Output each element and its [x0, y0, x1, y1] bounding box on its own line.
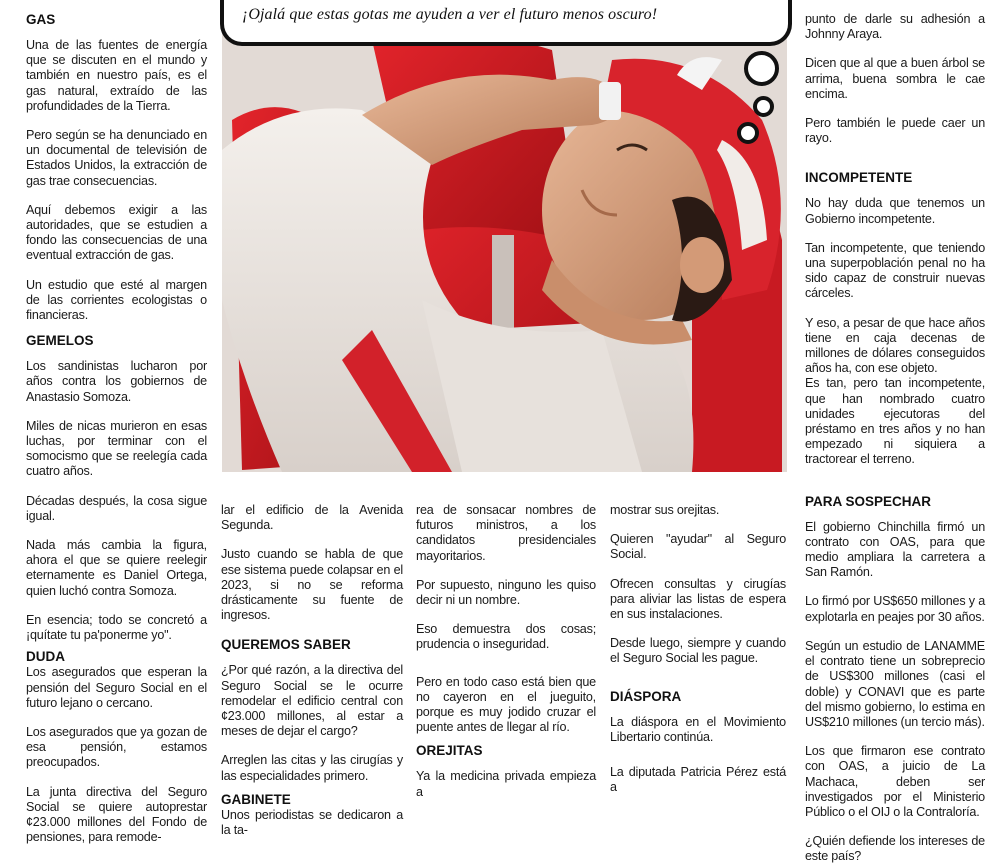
paragraph: Los sandinistas lucharon por años contra los gobiernos de Anastasio Somoza. [26, 359, 207, 404]
paragraph: Pero según se ha denunciado en un documental de televisión de Estados Unidos, la extracción de gas trae consecuencias. [26, 128, 207, 188]
photo-caption: ¡Ojalá que estas gotas me ayuden a ver el futuro menos oscuro! [242, 6, 658, 23]
paragraph: Pero también le puede caer un rayo. [805, 116, 985, 146]
paragraph: Aquí debemos exigir a las autoridades, que se estudien a fondo las consecuencias de una eventual extracción de gas. [26, 202, 207, 263]
paragraph: Décadas después, la cosa sigue igual. [26, 493, 207, 523]
paragraph: El gobierno Chinchilla firmó un contrato con OAS, para que medio ampliara la carretera a San Ramón. [805, 519, 985, 580]
paragraph: La diáspora en el Movimiento Libertario continúa. [610, 714, 786, 744]
paragraph: Por supuesto, ninguno les quiso decir ni un nombre. [416, 577, 596, 608]
paragraph: Ya la medicina privada empieza a [416, 769, 596, 799]
heading-diaspora: DIÁSPORA [610, 688, 682, 704]
paragraph: Según un estudio de LANAMME el contrato tiene un sobreprecio de US$300 millones (casi el doble) y CONAVI que es parte del mismo gobierno, lo estima en US$210 millones (un tercio más). [805, 638, 985, 729]
paragraph: Los asegurados que ya gozan de esa pensión, estamos preocupados. [26, 724, 207, 770]
paragraph: Unos periodistas se dedicaron a la ta- [221, 807, 403, 838]
paragraph: La junta directiva del Seguro Social se quiere autoprestar ¢23.000 millones del Fondo de pensiones, para remode- [26, 784, 207, 845]
paragraph: ¿Quién defiende los intereses de este país? [805, 834, 985, 864]
paragraph: rea de sonsacar nombres de futuros ministros, a los candidatos presidenciales mayoritarios. [416, 503, 596, 563]
heading-gas: GAS [26, 12, 56, 27]
paragraph: Los asegurados que esperan la pensión del Seguro Social en el futuro lejano o cercano. [26, 665, 207, 710]
paragraph: Es tan, pero tan incompetente, que han nombrado cuatro unidades ejecutoras del préstamo en tres años y no han empezado ni siquiera a tractorear el terreno. [805, 376, 985, 467]
paragraph: Miles de nicas murieron en esas luchas, por terminar con el somocismo que se reelegía cada cuatro años. [26, 418, 207, 479]
paragraph: punto de darle su adhesión a Johnny Araya. [805, 12, 985, 42]
paragraph: Quieren "ayudar" al Seguro Social. [610, 532, 786, 562]
paragraph: No hay duda que tenemos un Gobierno incompetente. [805, 196, 985, 226]
column-bottom-2 [416, 503, 596, 800]
paragraph: Dicen que al que a buen árbol se arrima, buena sombra le cae encima. [805, 56, 985, 101]
thought-bubble-dot-small [737, 122, 759, 144]
paragraph: Un estudio que esté al margen de las corrientes ecologistas o financieras. [26, 277, 207, 323]
heading-para-sospechar: PARA SOSPECHAR [805, 493, 932, 509]
paragraph: Tan incompetente, que teniendo una superpoblación penal no ha sido capaz de construir nuevas cárceles. [805, 240, 985, 301]
paragraph: Lo firmó por US$650 millones y a explotarla en peajes por 30 años. [805, 594, 985, 624]
paragraph: Justo cuando se habla de que ese sistema puede colapsar en el 2023, si no se reforma drásticamente su fuente de ingresos. [221, 547, 403, 623]
heading-gemelos: GEMELOS [26, 333, 94, 349]
paragraph: mostrar sus orejitas. [610, 503, 720, 517]
thought-bubble-dot-medium [753, 96, 774, 117]
heading-gabinete: GABINETE [221, 791, 291, 807]
paragraph: Los que firmaron ese contrato con OAS, a juicio de La Machaca, deben ser investigados por el Ministerio Público o el OIJ o la Contraloría. [805, 744, 985, 819]
paragraph: Arreglen las citas y las cirugías y las especialidades primero. [221, 753, 403, 783]
heading-incompetente: INCOMPETENTE [805, 170, 913, 186]
heading-orejitas: OREJITAS [416, 743, 483, 759]
paragraph: Y eso, a pesar de que hace años tiene en caja decenas de millones de dólares conseguidos años ha, con ese objeto. [805, 315, 985, 376]
paragraph: Pero en todo caso está bien que no cayeron en el jueguito, porque es muy jodido cruzar el puente antes de llegar al río. [416, 674, 596, 735]
column-bottom-3 [610, 503, 786, 795]
column-left [26, 10, 207, 845]
driver-eye-drops-photo-icon [222, 0, 787, 472]
paragraph: Ofrecen consultas y cirugías para aliviar las listas de espera en sus instalaciones. [610, 576, 786, 622]
column-right [805, 12, 985, 865]
paragraph: En esencia; todo se concretó a ¡quítate tu pa'ponerme yo". [26, 612, 207, 643]
driver-photo [222, 0, 787, 472]
paragraph: Una de las fuentes de energía que se discuten en el mundo y también en nuestro país, es el gas natural, extraído de las profundidades de la Tierra. [26, 38, 207, 113]
paragraph: Desde luego, siempre y cuando el Seguro Social les pague. [610, 636, 786, 666]
thought-bubble-dot-large [744, 51, 779, 86]
heading-queremos-saber: QUEREMOS SABER [221, 637, 351, 653]
paragraph: La diputada Patricia Pérez está a [610, 765, 786, 795]
paragraph: Nada más cambia la figura, ahora el que se quiere reelegir eternamente es Daniel Ortega, quien luchó contra Somoza. [26, 538, 207, 598]
paragraph: ¿Por qué razón, a la directiva del Seguro Social se le ocurre remodelar el edificio central con ¢23.000 millones, al estar a meses de dejar el cargo? [221, 663, 403, 739]
paragraph: lar el edificio de la Avenida Segunda. [221, 503, 403, 533]
column-bottom-1 [221, 503, 403, 838]
heading-duda: DUDA [26, 649, 65, 665]
paragraph: Eso demuestra dos cosas; prudencia o inseguridad. [416, 622, 596, 652]
